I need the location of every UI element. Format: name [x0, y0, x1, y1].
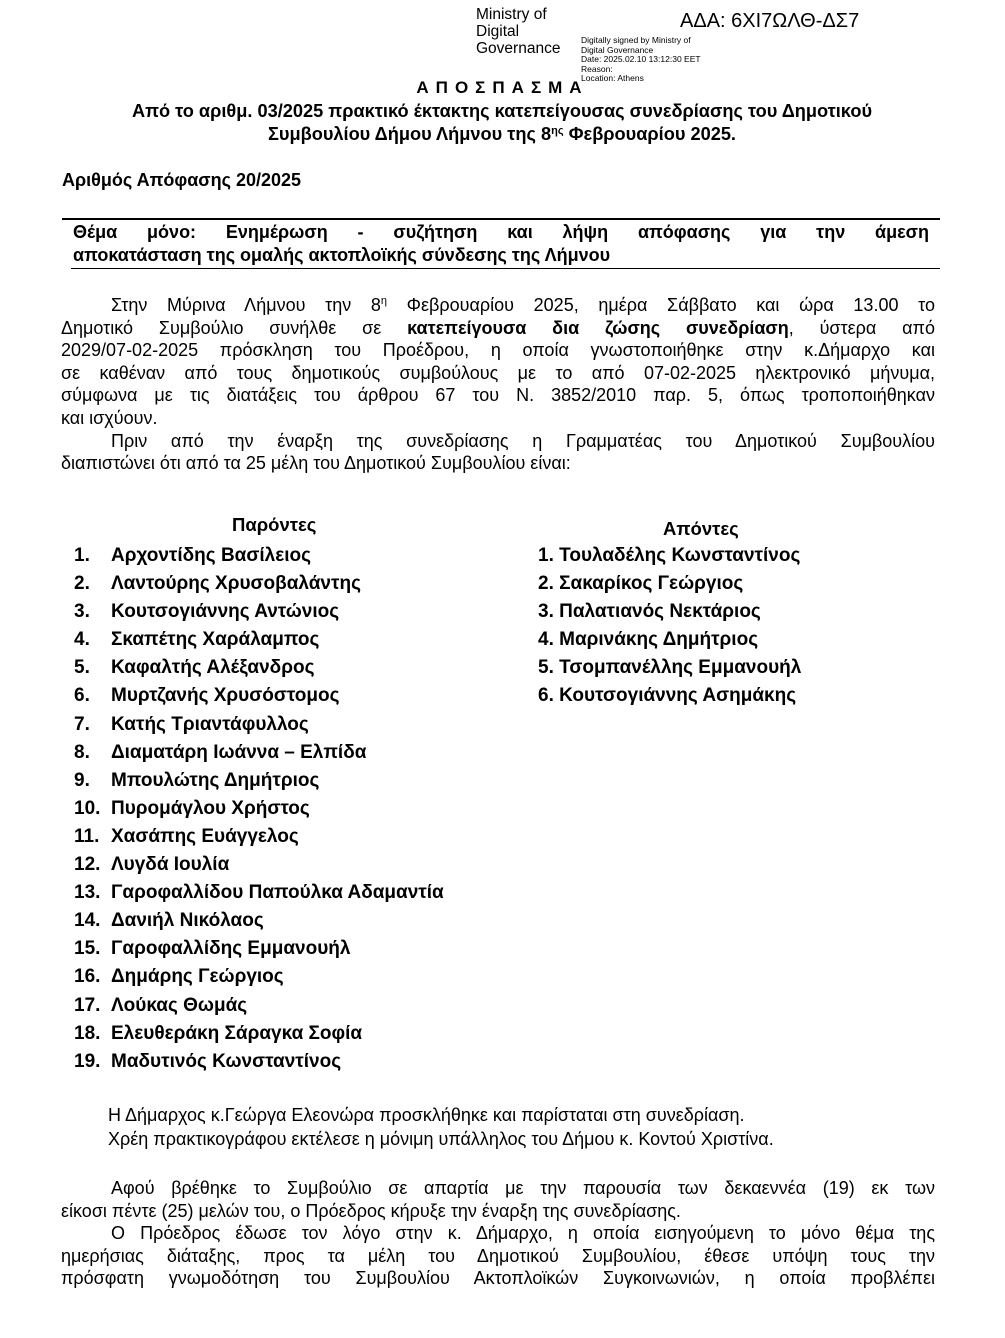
- member-number: 3.: [538, 601, 554, 623]
- signature-location: Location: Athens: [581, 73, 644, 84]
- member-number: 4.: [74, 629, 90, 651]
- intro-line: σε καθέναν από τους δημοτικούς συμβούλους με το από 07-02-2025 ηλεκτρονικό μήνυμα,: [61, 362, 935, 383]
- member-number: 13.: [74, 882, 101, 904]
- signature-reason: Reason:: [581, 63, 613, 74]
- absent-member: [538, 682, 801, 710]
- heading-line-2-date: Φεβρουαρίου 2025.: [563, 124, 736, 144]
- member-number: 5.: [74, 657, 90, 679]
- present-member: [74, 542, 444, 570]
- present-member: [74, 907, 444, 935]
- member-name: Δημάρης Γεώργιος: [111, 966, 284, 988]
- document-title: ΑΠΟΣΠΑΣΜΑ: [416, 78, 589, 97]
- signature-date: Date: 2025.02.10 13:12:30 EET: [581, 54, 701, 65]
- absent-member: [538, 570, 801, 598]
- intro-text: Δημοτικό Συμβούλιο συνήλθε σε: [61, 317, 408, 338]
- absent-list: [538, 542, 801, 711]
- absent-member: [538, 542, 801, 570]
- decision-number: Αριθμός Απόφασης 20/2025: [62, 170, 302, 190]
- absent-member: [538, 598, 801, 626]
- present-member: [74, 767, 444, 795]
- proceedings-line: Αφού βρέθηκε το Συμβούλιο σε απαρτία με την παρουσία των δεκαεννέα (19) εκ των: [111, 1178, 935, 1198]
- member-number: 18.: [74, 1022, 101, 1044]
- present-member: [74, 1020, 444, 1048]
- member-number: 4.: [538, 629, 554, 651]
- member-number: 7.: [74, 713, 90, 735]
- proceedings-line: είκοσι πέντε (25) μελών του, ο Πρόεδρος κήρυξε την έναρξη της συνεδρίασης.: [61, 1200, 681, 1221]
- present-member: [74, 711, 444, 739]
- intro-line: [61, 317, 935, 340]
- member-number: 16.: [74, 966, 101, 988]
- member-number: 10.: [74, 797, 101, 819]
- present-member: [74, 879, 444, 907]
- present-member: [74, 795, 444, 823]
- member-name: Παλατιανός Νεκτάριος: [559, 601, 761, 623]
- member-name: Λαντούρης Χρυσοβαλάντης: [111, 573, 361, 595]
- present-member: [74, 626, 444, 654]
- intro-text: , ύστερα από: [788, 317, 935, 338]
- member-number: 2.: [74, 573, 90, 595]
- present-title: Παρόντες: [232, 514, 317, 535]
- proceedings-line: Ο Πρόεδρος έδωσε τον λόγο στην κ. Δήμαρχο, η οποία εισηγούμενη το μόνο θέμα της: [111, 1223, 935, 1244]
- secretary-note: Χρέη πρακτικογράφου εκτέλεσε η μόνιμη υπάλληλος του Δήμου κ. Κοντού Χριστίνα.: [108, 1129, 774, 1149]
- present-member: [74, 739, 444, 767]
- heading-line-2-text: Συμβουλίου Δήμου Λήμνου της 8: [267, 124, 552, 144]
- absent-title: Απόντες: [663, 518, 739, 539]
- member-number: 11.: [74, 825, 100, 847]
- member-number: 17.: [74, 994, 101, 1016]
- subject-top-rule: [62, 218, 940, 220]
- present-member: [74, 598, 444, 626]
- member-name: Μαρινάκης Δημήτριος: [559, 629, 759, 651]
- present-member: [74, 963, 444, 991]
- subject-bottom-rule: [71, 268, 940, 269]
- heading-line-1: Από το αριθμ. 03/2025 πρακτικό έκτακτης κατεπείγουσας συνεδρίασης του Δημοτικού: [131, 101, 873, 121]
- proceedings: [61, 1177, 935, 1290]
- present-member: [74, 570, 444, 598]
- member-name: Σακαρίκος Γεώργιος: [559, 573, 744, 595]
- member-name: Δανιήλ Νικόλαος: [111, 910, 264, 932]
- proceedings-line: πρόσφατη γνωμοδότηση του Συμβουλίου Ακτοπλοϊκών Συγκοινωνιών, η οποία προβλέπει: [61, 1268, 935, 1289]
- member-name: Σκαπέτης Χαράλαμπος: [111, 629, 320, 651]
- member-name: Κουτσογιάννης Αντώνιος: [111, 601, 340, 623]
- heading-line-2: [268, 124, 736, 144]
- member-name: Τουλαδέλης Κωνσταντίνος: [559, 545, 801, 566]
- member-number: 1.: [74, 545, 90, 566]
- member-name: Καφαλτής Αλέξανδρος: [111, 657, 315, 679]
- subject: [73, 221, 929, 267]
- member-number: 6.: [538, 685, 554, 707]
- member-number: 14.: [74, 910, 101, 932]
- member-name: Γαροφαλλίδου Παπούλκα Αδαμαντία: [111, 882, 444, 904]
- member-number: 15.: [74, 938, 101, 960]
- present-member: [74, 992, 444, 1020]
- proceedings-line: ημερήσιας διάταξης, προς τα μέλη του Δημοτικού Συμβουλίου, έθεσε υπόψη τους την: [61, 1245, 935, 1266]
- intro-line: Πριν από την έναρξη της συνεδρίασης η Γραμματέας του Δημοτικού Συμβουλίου: [111, 430, 935, 451]
- ada-code: ΑΔΑ: 6ΧΙ7ΩΛΘ-ΔΣ7: [680, 10, 860, 32]
- member-number: 1.: [538, 545, 554, 566]
- subject-line-1: Θέμα μόνο: Ενημέρωση - συζήτηση και λήψη απόφασης για την άμεση: [73, 222, 929, 242]
- absent-member: [538, 626, 801, 654]
- member-name: Μαδυτινός Κωνσταντίνος: [111, 1050, 342, 1072]
- member-name: Κουτσογιάννης Ασημάκης: [559, 685, 797, 707]
- member-name: Μυρτζανής Χρυσόστομος: [111, 685, 340, 707]
- signature-organization: Ministry of Digital Governance: [476, 6, 561, 57]
- member-number: 19.: [74, 1050, 101, 1072]
- intro-line: 2029/07-02-2025 πρόσκληση του Προέδρου, η οποία γνωστοποιήθηκε στην κ.Δήμαρχο και: [61, 340, 935, 361]
- signature-details: [581, 36, 711, 84]
- member-name: Κατής Τριαντάφυλλος: [111, 713, 309, 735]
- member-name: Διαματάρη Ιωάννα – Ελπίδα: [111, 741, 367, 763]
- signature-signed-by: Digitally signed by Ministry of Digital Governance: [581, 35, 691, 55]
- member-name: Γαροφαλλίδης Εμμανουήλ: [111, 938, 351, 960]
- present-member: [74, 1048, 444, 1076]
- intro-text: Στην Μύρινα Λήμνου την 8: [111, 295, 381, 315]
- member-name: Χασάπης Ευάγγελος: [111, 825, 299, 847]
- member-number: 9.: [74, 769, 90, 791]
- present-member: [74, 823, 444, 851]
- member-number: 6.: [74, 685, 90, 707]
- present-member: [74, 851, 444, 879]
- meeting-type-bold: κατεπείγουσα δια ζώσης συνεδρίαση: [407, 317, 789, 338]
- member-name: Λούκας Θωμάς: [111, 994, 248, 1016]
- document-heading: [62, 100, 942, 146]
- present-member: [74, 935, 444, 963]
- present-member: [74, 654, 444, 682]
- intro-line: [61, 294, 935, 317]
- intro-paragraph-1: [61, 294, 935, 475]
- member-number: 12.: [74, 854, 101, 876]
- member-name: Λυγδά Ιουλία: [111, 854, 230, 876]
- present-list: [74, 542, 444, 1076]
- member-name: Αρχοντίδης Βασίλειος: [111, 545, 311, 566]
- present-member: [74, 682, 444, 710]
- mayor-note: Η Δήμαρχος κ.Γεώργα Ελεονώρα προσκλήθηκε και παρίσταται στη συνεδρίαση.: [108, 1105, 745, 1125]
- member-number: 2.: [538, 573, 554, 595]
- ordinal-suffix: η: [380, 295, 388, 307]
- intro-line: σύμφωνα με τις διατάξεις του άρθρου 67 του Ν. 3852/2010 παρ. 5, όπως τροποποιήθηκαν: [61, 385, 935, 406]
- member-name: Μπουλώτης Δημήτριος: [111, 769, 320, 791]
- subject-line-2: αποκατάσταση της ομαλής ακτοπλοϊκής σύνδεσης της Λήμνου: [73, 245, 611, 265]
- intro-line: και ισχύουν.: [61, 407, 158, 428]
- member-number: 8.: [74, 741, 90, 763]
- heading-ordinal-suffix: ης: [551, 125, 564, 137]
- member-name: Ελευθεράκη Σάραγκα Σοφία: [111, 1022, 363, 1044]
- member-name: Τσομπανέλλης Εμμανουήλ: [559, 657, 802, 679]
- member-number: 5.: [538, 657, 554, 679]
- attendance-notes: [108, 1103, 948, 1151]
- intro-text: Φεβρουαρίου 2025, ημέρα Σάββατο και ώρα 13.00 το: [387, 295, 935, 315]
- member-name: Πυρομάγλου Χρήστος: [111, 797, 310, 819]
- absent-member: [538, 654, 801, 682]
- member-number: 3.: [74, 601, 90, 623]
- intro-line: διαπιστώνει ότι από τα 25 μέλη του Δημοτικού Συμβουλίου είναι:: [61, 453, 571, 474]
